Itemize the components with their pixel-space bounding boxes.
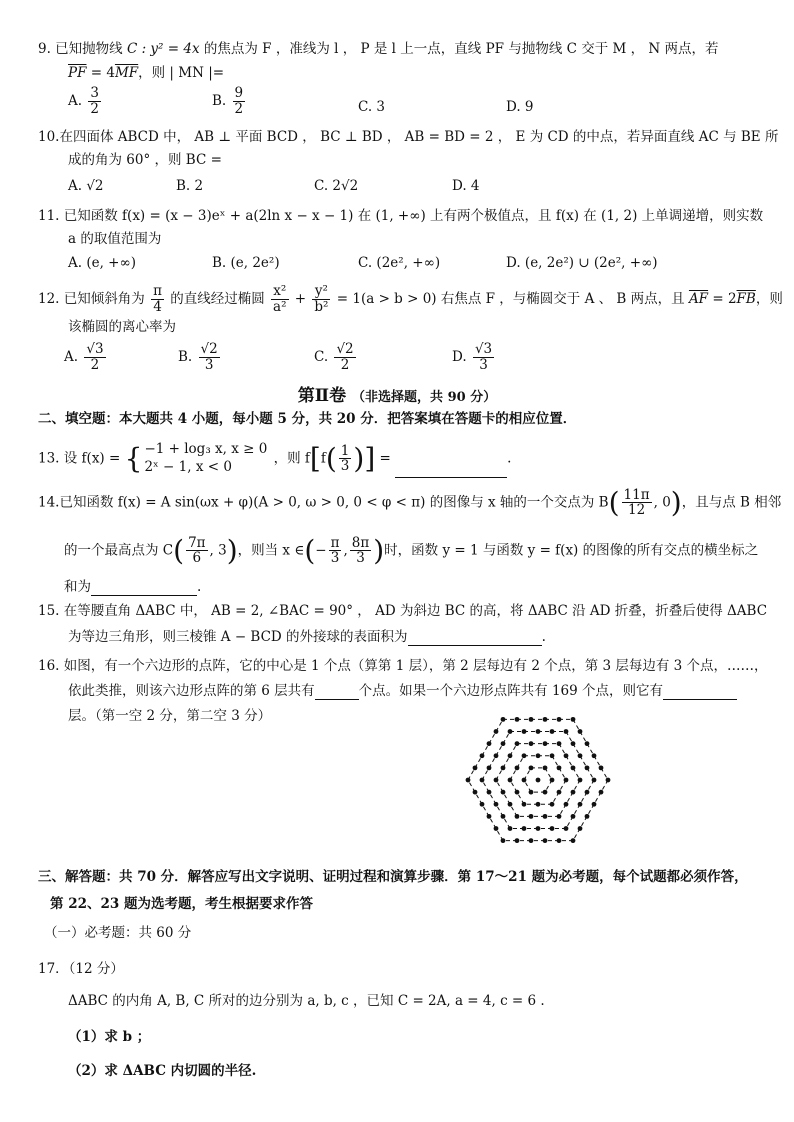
q15-line2 bbox=[68, 628, 546, 646]
lattice-dot bbox=[543, 790, 548, 795]
part2-title-text: 第Ⅱ卷 bbox=[297, 386, 347, 406]
lattice-dot bbox=[578, 729, 583, 734]
bracket: [ bbox=[309, 442, 321, 475]
q11-option-b: B. (e, 2e²) bbox=[212, 255, 280, 271]
den: 2 bbox=[90, 100, 99, 117]
lattice-dot bbox=[599, 765, 604, 770]
q10-option-d: D. 4 bbox=[452, 178, 480, 194]
lattice-dot bbox=[585, 790, 590, 795]
fraction bbox=[473, 342, 494, 373]
q12-option-a bbox=[64, 342, 108, 373]
lattice-dot bbox=[508, 753, 513, 758]
lattice-dot bbox=[564, 778, 569, 783]
den: 3 bbox=[356, 550, 365, 567]
lattice-dot bbox=[487, 765, 492, 770]
lattice-dot bbox=[536, 729, 541, 734]
case2: 2ˣ − 1, x < 0 bbox=[144, 458, 232, 475]
q16-answer-blank-2[interactable] bbox=[663, 699, 737, 700]
lattice-dot bbox=[487, 814, 492, 819]
den: 2 bbox=[340, 356, 350, 373]
lattice-dot bbox=[550, 826, 555, 831]
lattice-dot bbox=[571, 814, 576, 819]
q10-line1: 10.在四面体 ABCD 中， AB ⊥ 平面 BCD ， BC ⊥ BD ， AB = BD = 2 ， E 为 CD 的中点，若异面直线 AC 与 BE 所 bbox=[38, 129, 779, 145]
paren: ( bbox=[325, 442, 337, 475]
lattice-dot bbox=[564, 729, 569, 734]
fraction bbox=[339, 444, 352, 475]
q16-text2b: 个点。如果一个六边形点阵共有 169 个点，则它有 bbox=[358, 683, 664, 699]
lattice-dot bbox=[522, 753, 527, 758]
fraction bbox=[350, 536, 371, 567]
fraction bbox=[312, 284, 330, 315]
lattice-dot bbox=[494, 778, 499, 783]
lattice-dot bbox=[515, 790, 520, 795]
q14-line2: 的一个最高点为 C( $\frac{7\pi}{6}$ , 3)，则当 x ∈(− $\frac{\pi}{3}$ , $\frac{8\pi}{3}$ )时，函数 y = 1 与函数 y = f(x) 的图像的所有交点的横坐标之 bbox=[64, 534, 759, 567]
lattice-dot bbox=[473, 790, 478, 795]
paren: ) bbox=[353, 442, 365, 475]
lattice-dot bbox=[585, 814, 590, 819]
part2-subtitle: （非选择题，共 90 分） bbox=[352, 390, 497, 405]
q9-option-d: D. 9 bbox=[506, 99, 534, 115]
fraction bbox=[233, 86, 246, 117]
q14-text2-pre: 的一个最高点为 C bbox=[64, 542, 174, 559]
inner-f: f bbox=[320, 450, 326, 467]
q9-vec-pf: $\overline{PF}$ bbox=[68, 65, 87, 81]
q13-mid: ，则 f bbox=[273, 450, 310, 467]
lattice-dot bbox=[473, 765, 478, 770]
q9-curve: C : y² = 4x bbox=[126, 41, 200, 57]
lattice-dot bbox=[557, 741, 562, 746]
paren: ( bbox=[304, 534, 316, 567]
lattice-dot bbox=[494, 753, 499, 758]
num: √2 bbox=[336, 341, 354, 357]
lattice-dot bbox=[515, 814, 520, 819]
fraction bbox=[88, 86, 101, 117]
lattice-dot bbox=[536, 826, 541, 831]
plus: + bbox=[294, 290, 307, 307]
num: 9 bbox=[234, 85, 244, 101]
lattice-dot bbox=[466, 778, 471, 783]
lattice-dot bbox=[543, 838, 548, 843]
q10-option-a: A. √2 bbox=[68, 178, 104, 194]
lattice-dot bbox=[550, 778, 555, 783]
q14-text1-end: ，且与点 B 相邻 bbox=[681, 494, 782, 511]
num: √3 bbox=[86, 341, 104, 357]
lattice-dot bbox=[508, 729, 513, 734]
bracket: ] bbox=[364, 442, 376, 475]
lattice-dot bbox=[578, 826, 583, 831]
option-label: A. bbox=[64, 348, 79, 365]
q12-option-d bbox=[452, 342, 496, 373]
q10-option-c: C. 2√2 bbox=[314, 178, 359, 194]
option-label: C. bbox=[314, 348, 329, 365]
lattice-dot bbox=[522, 729, 527, 734]
q15-line1: 15. 在等腰直角 ΔABC 中， AB = 2, ∠BAC = 90° ， AD 为斜边 BC 的高，将 ΔABC 沿 AD 折叠，折叠后使得 ΔABC bbox=[38, 603, 768, 619]
den: 2 bbox=[234, 100, 244, 117]
fraction bbox=[622, 488, 652, 519]
q11-option-a: A. (e, +∞) bbox=[68, 255, 136, 271]
q12-post: = 1(a > b > 0) 右焦点 F ，与椭圆交于 A 、 B 两点，且 bbox=[336, 290, 685, 307]
den: 2 bbox=[90, 356, 100, 373]
lattice-dot bbox=[522, 778, 527, 783]
den: 12 bbox=[627, 502, 646, 519]
lattice-dot bbox=[592, 778, 597, 783]
lattice-dot bbox=[543, 717, 548, 722]
q9-option-b bbox=[212, 86, 247, 117]
q14-text2-mid: ，则当 x ∈ bbox=[237, 542, 305, 559]
lattice-dot bbox=[508, 802, 513, 807]
q16-line2 bbox=[68, 682, 737, 700]
num: √3 bbox=[474, 341, 493, 357]
lattice-dot bbox=[536, 802, 541, 807]
c-end: , 3 bbox=[209, 542, 227, 559]
q14-line3 bbox=[64, 578, 201, 596]
q12-pre: 12. 已知倾斜角为 bbox=[38, 290, 145, 307]
q12-option-c bbox=[314, 342, 358, 373]
option-label: A. bbox=[68, 92, 83, 109]
lattice-dot bbox=[578, 753, 583, 758]
q15-answer-blank[interactable] bbox=[408, 645, 542, 646]
brace: { bbox=[124, 442, 143, 475]
lattice-dot bbox=[508, 826, 513, 831]
num: x² bbox=[271, 284, 288, 300]
q16-line3: 层。（第一空 2 分，第二空 3 分） bbox=[68, 708, 272, 724]
lattice-dot bbox=[550, 753, 555, 758]
num: 1 bbox=[340, 442, 350, 459]
lattice-dot bbox=[501, 838, 506, 843]
lattice-dot bbox=[606, 778, 611, 783]
q14-text3: 和为 bbox=[64, 579, 91, 595]
piecewise bbox=[144, 441, 267, 476]
q9-option-c: C. 3 bbox=[358, 99, 386, 115]
fraction bbox=[186, 536, 207, 567]
lattice-dot bbox=[557, 838, 562, 843]
q9-text2: 的焦点为 F ，准线为 l ， P 是 l 上一点，直线 PF 与抛物线 C 交于 M ， N 两点，若 bbox=[203, 41, 719, 57]
q11-line1: 11. 已知函数 f(x) = (x − 3)eˣ + a(2ln x − x − 1) 在 (1, +∞) 上有两个极值点，且 f(x) 在 (1, 2) 上单调递增，则实数 bbox=[38, 208, 764, 224]
q12-line2: 该椭圆的离心率为 bbox=[68, 319, 176, 335]
num: π bbox=[330, 534, 340, 551]
q11-line2: a 的取值范围为 bbox=[68, 231, 162, 247]
option-label: D. bbox=[452, 348, 467, 365]
lattice-dot bbox=[487, 790, 492, 795]
den: 4 bbox=[153, 298, 162, 315]
q13-pre: 13. 设 f(x) = bbox=[38, 450, 121, 467]
lattice-dot bbox=[599, 790, 604, 795]
lattice-dot bbox=[480, 802, 485, 807]
lattice-dot bbox=[557, 814, 562, 819]
fraction bbox=[84, 342, 105, 373]
vec-fb: $\overline{FB}$ bbox=[736, 290, 756, 307]
lattice-dot bbox=[592, 753, 597, 758]
solve-heading-1: 三、解答题：共 70 分．解答应写出文字说明、证明过程和演算步骤．第 17～21 题为必考题，每个试题都必须作答， bbox=[38, 869, 748, 885]
q14-answer-blank[interactable] bbox=[91, 595, 197, 596]
solve-heading-2: 第 22、23 题为选考题，考生根据要求作答 bbox=[50, 896, 313, 912]
lattice-dot bbox=[571, 838, 576, 843]
lattice-dot bbox=[522, 802, 527, 807]
lattice-dot bbox=[571, 790, 576, 795]
q14-line1 bbox=[38, 484, 781, 522]
q12-line1 bbox=[38, 284, 783, 315]
q12-option-b bbox=[178, 342, 222, 373]
num: √2 bbox=[200, 341, 218, 357]
lattice-dot bbox=[536, 753, 541, 758]
fraction bbox=[329, 536, 342, 567]
q14-text2-post: 时，函数 y = 1 与函数 y = f(x) 的图像的所有交点的横坐标之 bbox=[384, 542, 759, 559]
lattice-dot bbox=[515, 717, 520, 722]
q13-answer-blank[interactable] bbox=[395, 477, 507, 478]
q10-line2: 成的角为 60° ，则 BC = bbox=[68, 152, 222, 168]
paren: ) bbox=[373, 534, 385, 567]
fraction bbox=[334, 342, 355, 373]
lattice-dot bbox=[543, 741, 548, 746]
num: y² bbox=[312, 284, 330, 300]
lattice-dot bbox=[529, 790, 534, 795]
lattice-dot bbox=[578, 802, 583, 807]
q12-end: ，则 bbox=[755, 290, 783, 307]
q9-text: 9. 已知抛物线 bbox=[38, 41, 123, 57]
q17-stem: ΔABC 的内角 A, B, C 所对的边分别为 a, b, c ，已知 C = 2A, a = 4, c = 6 . bbox=[68, 993, 545, 1009]
lattice-dot bbox=[494, 729, 499, 734]
num: 7π bbox=[188, 534, 206, 551]
lattice-dot bbox=[529, 838, 534, 843]
lattice-dot bbox=[564, 753, 569, 758]
lattice-dot bbox=[529, 765, 534, 770]
lattice-dot bbox=[585, 741, 590, 746]
paren: ) bbox=[226, 534, 238, 567]
paren: ( bbox=[608, 486, 620, 519]
q10-option-b: B. 2 bbox=[176, 178, 204, 194]
den: 3 bbox=[479, 356, 488, 373]
num: 11π bbox=[623, 486, 650, 503]
q11-option-c: C. (2e², +∞) bbox=[358, 255, 441, 271]
q16-text2a: 依此类推，则该六边形点阵的第 6 层共有 bbox=[68, 683, 315, 699]
q9-vec-mf: $\overline{MF}$ bbox=[114, 65, 139, 81]
lattice-dot bbox=[522, 826, 527, 831]
lattice-dot bbox=[578, 778, 583, 783]
case1: −1 + log₃ x, x ≥ 0 bbox=[144, 441, 268, 458]
q13-line bbox=[38, 440, 511, 478]
lattice-dot bbox=[564, 802, 569, 807]
lattice-dot bbox=[543, 765, 548, 770]
num: 3 bbox=[90, 85, 99, 101]
paren: ( bbox=[173, 534, 185, 567]
q9-line1 bbox=[38, 40, 719, 58]
vec-af: $\overline{AF}$ bbox=[688, 290, 709, 307]
lattice-dot bbox=[501, 814, 506, 819]
q16-answer-blank-1[interactable] bbox=[315, 699, 359, 700]
eq: = 2 bbox=[708, 290, 737, 307]
q17-part1: （1）求 b ； bbox=[68, 1029, 151, 1045]
lattice-dot bbox=[480, 753, 485, 758]
lattice-dot bbox=[515, 765, 520, 770]
q17-number: 17．（12 分） bbox=[38, 961, 124, 977]
den: 3 bbox=[204, 356, 214, 373]
lattice-dot bbox=[571, 765, 576, 770]
lattice-dot bbox=[480, 778, 485, 783]
lattice-dot bbox=[571, 717, 576, 722]
paren: ) bbox=[670, 486, 682, 519]
lattice-dot bbox=[529, 741, 534, 746]
lattice-dot bbox=[515, 838, 520, 843]
q15-text2: 为等边三角形，则三棱锥 A − BCD 的外接球的表面积为 bbox=[68, 629, 408, 645]
lattice-dot bbox=[494, 826, 499, 831]
lattice-dot bbox=[529, 814, 534, 819]
lattice-dot bbox=[557, 765, 562, 770]
lattice-dot bbox=[557, 717, 562, 722]
fraction bbox=[199, 342, 220, 373]
q17-part2: （2）求 ΔABC 内切圆的半径. bbox=[68, 1063, 257, 1079]
num: π bbox=[153, 283, 162, 299]
q9-ask: ，则 | MN |= bbox=[138, 65, 225, 81]
lattice-dot bbox=[501, 790, 506, 795]
lattice-dot bbox=[501, 741, 506, 746]
q13-post: = bbox=[375, 450, 391, 467]
q9-line2 bbox=[68, 64, 224, 82]
lattice-dot bbox=[571, 741, 576, 746]
q9-option-a bbox=[68, 86, 103, 117]
den: 3 bbox=[340, 458, 350, 475]
lattice-dot bbox=[592, 802, 597, 807]
part2-title bbox=[0, 385, 794, 408]
lattice-dot bbox=[501, 765, 506, 770]
lattice-dot bbox=[529, 717, 534, 722]
den: b² bbox=[314, 298, 329, 315]
q15-end: . bbox=[541, 629, 546, 645]
den: a² bbox=[273, 298, 287, 315]
lattice-dot bbox=[550, 802, 555, 807]
den: 3 bbox=[330, 550, 340, 567]
option-label: B. bbox=[212, 92, 227, 109]
lattice-dot bbox=[550, 729, 555, 734]
lattice-dot bbox=[487, 741, 492, 746]
lattice-dot bbox=[543, 814, 548, 819]
q12-mid: 的直线经过椭圆 bbox=[170, 290, 265, 307]
option-label: B. bbox=[178, 348, 193, 365]
lattice-dot bbox=[564, 826, 569, 831]
b-end: , 0 bbox=[653, 494, 671, 511]
lattice-dot bbox=[494, 802, 499, 807]
q16-line1: 16. 如图，有一个六边形的点阵，它的中心是 1 个点（算第 1 层），第 2 层每边有 2 个点，第 3 层每边有 3 个点，……， bbox=[38, 658, 768, 674]
den: 6 bbox=[192, 550, 202, 567]
lattice-dot bbox=[508, 778, 513, 783]
q13-end: . bbox=[507, 450, 512, 467]
fraction bbox=[151, 284, 164, 315]
q9-eq: = 4 bbox=[86, 65, 115, 81]
lattice-dot bbox=[501, 717, 506, 722]
lattice-dot bbox=[585, 765, 590, 770]
lattice-dot bbox=[557, 790, 562, 795]
num: 8π bbox=[351, 534, 370, 551]
lattice-center-dot bbox=[536, 778, 541, 783]
lattice-dot bbox=[515, 741, 520, 746]
q14-text1: 14.已知函数 f(x) = A sin(ωx + φ)(A > 0, ω > 0, 0 < φ < π) 的图像与 x 轴的一个交点为 B bbox=[38, 494, 609, 511]
q14-end: . bbox=[197, 579, 202, 595]
hexagon-lattice-figure bbox=[448, 700, 628, 860]
fraction bbox=[271, 284, 288, 315]
required-heading: （一）必考题：共 60 分 bbox=[44, 925, 192, 941]
q11-option-d: D. (e, 2e²) ∪ (2e², +∞) bbox=[506, 255, 658, 271]
fill-heading: 二、填空题：本大题共 4 小题，每小题 5 分，共 20 分．把答案填在答题卡的相应位置． bbox=[38, 411, 577, 427]
